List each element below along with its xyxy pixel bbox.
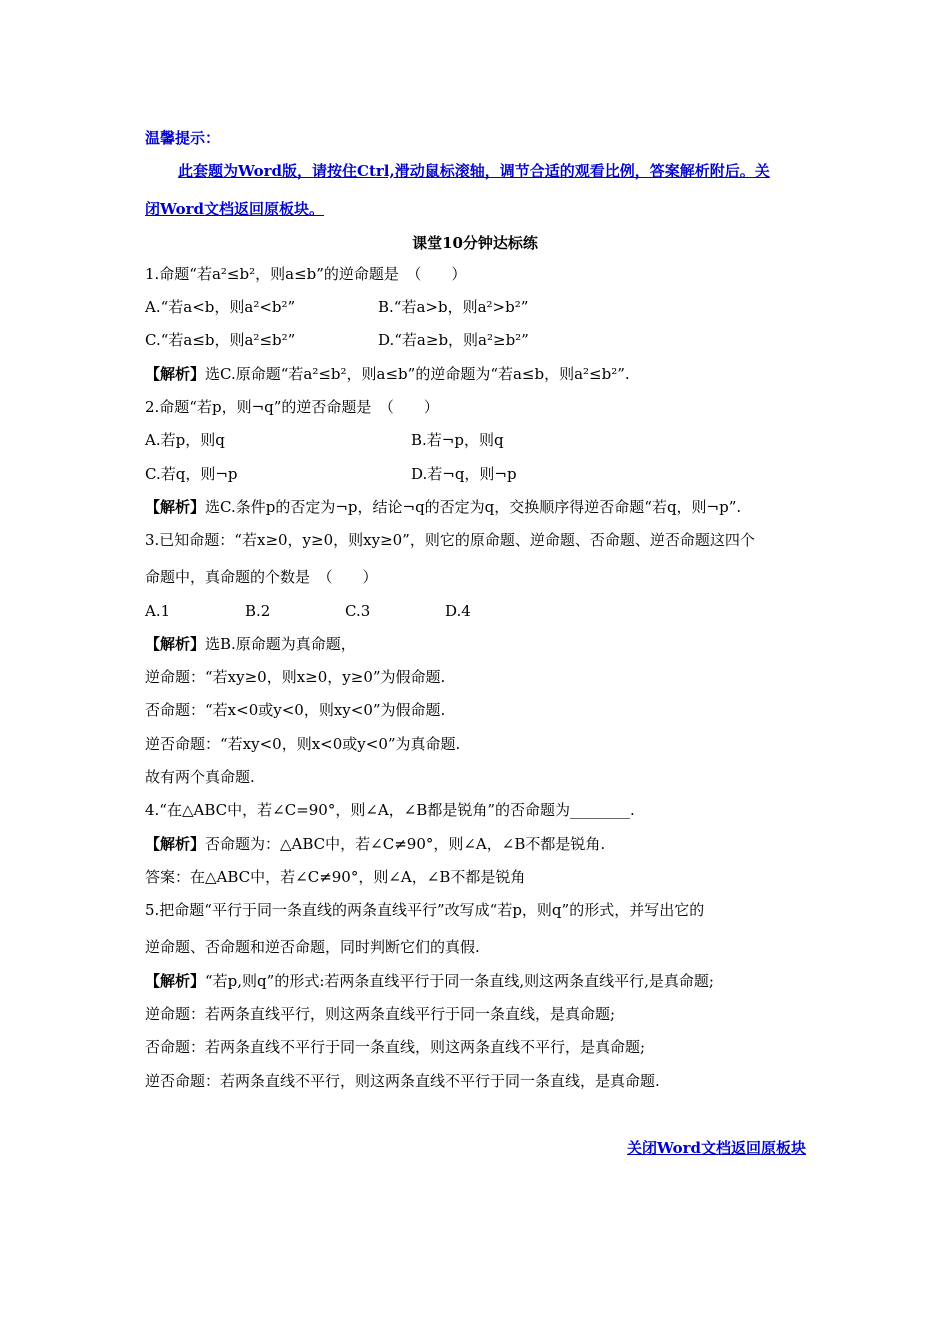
q5-analysis-tag: 【解析】: [145, 972, 206, 990]
notice-link-line1[interactable]: 此套题为Word版，请按住Ctrl,滑动鼠标滚轴，调节合适的观看比例，答案解析附后。关: [178, 162, 770, 180]
q2-analysis: [145, 497, 741, 517]
q2-option-a: A.若p，则q: [145, 431, 225, 449]
q2-analysis-tag: 【解析】: [145, 498, 206, 516]
q1-options-ab: [145, 297, 528, 317]
q3-options: [145, 601, 471, 621]
q1-option-d: D.“若a≥b，则a²≥b²”: [378, 331, 529, 349]
q3-analysis-tag: 【解析】: [145, 635, 206, 653]
q5-analysis-line3: 否命题：若两条直线不平行于同一条直线，则这两条直线不平行，是真命题;: [145, 1038, 646, 1056]
q2-stem: 2.命题“若p，则¬q”的逆否命题是 （ ）: [145, 398, 439, 416]
q5-stem-line1: 5.把命题“平行于同一条直线的两条直线平行”改写成“若p，则q”的形式，并写出它的: [145, 901, 705, 919]
q3-option-b: B.2: [245, 602, 271, 620]
q3-option-d: D.4: [445, 602, 471, 620]
q3-analysis-line2: 逆命题：“若xy≥0，则x≥0，y≥0”为假命题.: [145, 668, 446, 686]
q3-analysis-line4: 逆否命题：“若xy<0，则x<0或y<0”为真命题.: [145, 735, 461, 753]
q1-stem-text: 1.命题“若a²≤b²，则a≤b”的逆命题是 （ ）: [145, 265, 467, 283]
q1-option-c: C.“若a≤b，则a²≤b²”: [145, 331, 296, 349]
q3-analysis-text: 选B.原命题为真命题，: [205, 635, 356, 653]
q2-options-ab: [145, 430, 504, 450]
q2-options-cd: [145, 464, 517, 484]
q3-stem-line1: 3.已知命题：“若x≥0，y≥0，则xy≥0”，则它的原命题、逆命题、否命题、逆否命题这四个: [145, 531, 755, 549]
q4-answer: 答案：在△ABC中，若∠C≠90°，则∠A，∠B不都是锐角: [145, 868, 526, 886]
q2-option-d: D.若¬q，则¬p: [411, 465, 517, 483]
q4-stem: 4.“在△ABC中，若∠C=90°，则∠A，∠B都是锐角”的否命题为________.: [145, 801, 635, 819]
q1-stem: [145, 264, 466, 284]
q3-option-c: C.3: [345, 602, 371, 620]
q3-analysis-line5: 故有两个真命题.: [145, 768, 255, 786]
q3-analysis: [145, 634, 356, 654]
q4-analysis-tag: 【解析】: [145, 835, 206, 853]
q3-analysis-line3: 否命题：“若x<0或y<0，则xy<0”为假命题.: [145, 701, 446, 719]
q1-analysis: [145, 364, 630, 384]
q4-analysis-text: 否命题为：△ABC中，若∠C≠90°，则∠A，∠B不都是锐角.: [205, 835, 606, 853]
close-word-doc-link[interactable]: 关闭Word文档返回原板块: [626, 1139, 806, 1157]
q1-analysis-tag: 【解析】: [145, 365, 206, 383]
notice-link-line2[interactable]: 闭Word文档返回原板块。: [145, 200, 325, 218]
q1-option-b: B.“若a>b，则a²>b²”: [378, 298, 529, 316]
q2-option-b: B.若¬p，则q: [411, 431, 504, 449]
q3-option-a: A.1: [145, 602, 171, 620]
q5-analysis-line4: 逆否命题：若两条直线不平行，则这两条直线不平行于同一条直线，是真命题.: [145, 1072, 660, 1090]
q4-analysis: [145, 834, 605, 854]
notice-heading: 温馨提示：: [145, 129, 221, 147]
q5-stem-line2: 逆命题、否命题和逆否命题，同时判断它们的真假.: [145, 938, 480, 956]
q1-option-a: A.“若a<b，则a²<b²”: [145, 298, 296, 316]
q5-analysis-line2: 逆命题：若两条直线平行，则这两条直线平行于同一条直线，是真命题;: [145, 1005, 616, 1023]
q1-analysis-text: 选C.原命题“若a²≤b²，则a≤b”的逆命题为“若a≤b，则a²≤b²”.: [205, 365, 630, 383]
page-title: 课堂10分钟达标练: [412, 234, 538, 252]
q2-option-c: C.若q，则¬p: [145, 465, 238, 483]
q3-stem-line2: 命题中，真命题的个数是 （ ）: [145, 568, 378, 586]
q1-options-cd: [145, 330, 529, 350]
q5-analysis: [145, 971, 714, 991]
q5-analysis-text: “若p,则q”的形式:若两条直线平行于同一条直线,则这两条直线平行,是真命题;: [205, 972, 714, 990]
q2-analysis-text: 选C.条件p的否定为¬p，结论¬q的否定为q，交换顺序得逆否命题“若q，则¬p”.: [205, 498, 742, 516]
